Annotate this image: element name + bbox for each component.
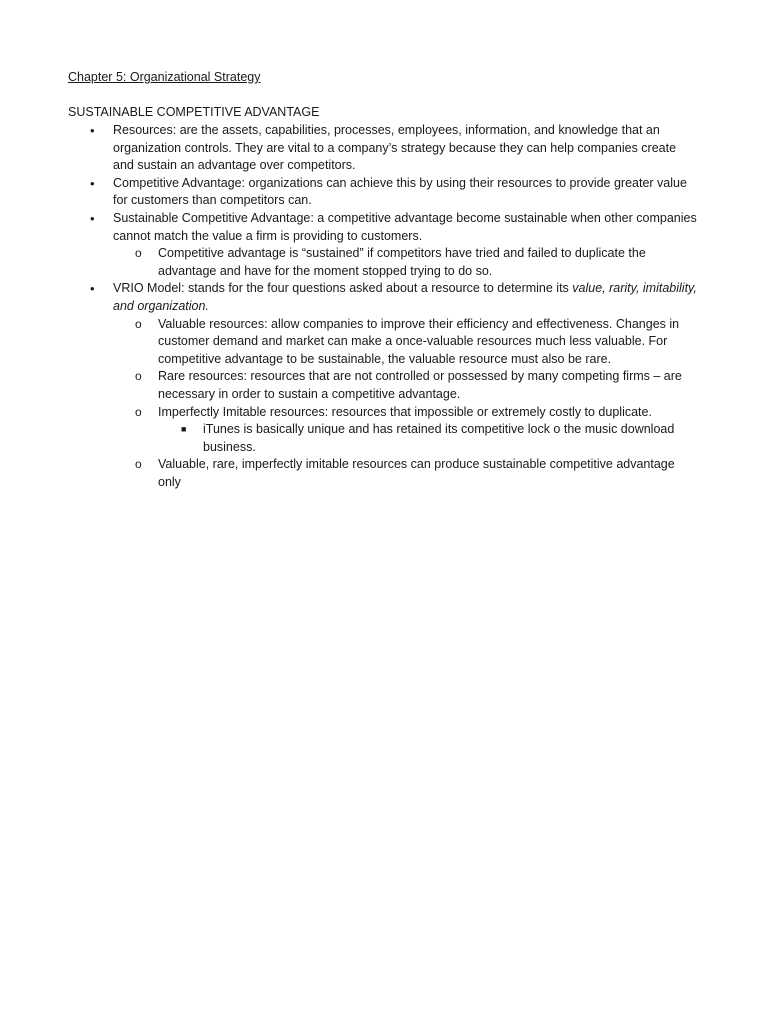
sub-list-item-text: Imperfectly Imitable resources: resources that impossible or extremely costly to duplicate. — [158, 404, 652, 419]
sub-list-item-text: Competitive advantage is “sustained” if competitors have tried and failed to duplicate the advantage and have for the moment stopped trying to do so. — [158, 246, 646, 278]
list-item-text: Resources: are the assets, capabilities, processes, employees, information, and knowledge that an organization controls. They are vital to a company’s strategy because they can help companies create and sustain an advantage over competitors. — [113, 123, 677, 173]
list-item — [68, 210, 698, 245]
circle-bullet-icon: o — [135, 316, 142, 331]
circle-bullet-icon: o — [135, 404, 142, 419]
sub-list-item-text: Valuable resources: allow companies to improve their efficiency and effectiveness. Changes in customer demand and market can make a once-valuable resources much less valuable. For competitive advantage to be sustainable, the valuable resource must also be rare. — [158, 316, 680, 366]
sub-list-item — [68, 404, 698, 422]
bullet-icon: • — [90, 123, 95, 138]
list-item — [68, 122, 698, 175]
sub-list-item — [68, 245, 698, 280]
bullet-list — [68, 122, 708, 491]
bullet-icon: • — [90, 281, 95, 297]
section-heading: SUSTAINABLE COMPETITIVE ADVANTAGE — [68, 105, 320, 119]
sub-list-item-text: Rare resources: resources that are not controlled or possessed by many competing firms – are necessary in order to sustain a competitive advantage. — [158, 369, 682, 401]
circle-bullet-icon: o — [135, 457, 142, 472]
document-title: Chapter 5: Organizational Strategy — [68, 70, 261, 84]
list-item-text: Sustainable Competitive Advantage: a competitive advantage become sustainable when other companies cannot match the value a firm is providing to customers. — [113, 210, 697, 243]
bullet-icon: • — [90, 175, 95, 191]
sub-list-item — [68, 316, 698, 369]
sub-sub-list-item — [68, 421, 698, 456]
sub-list-item-text: Valuable, rare, imperfectly imitable resources can produce sustainable competitive advantage only — [158, 457, 675, 489]
list-item-text: VRIO Model: stands for the four questions asked about a resource to determine its — [113, 281, 573, 296]
sub-sub-list-item-text: iTunes is basically unique and has retained its competitive lock o the music download business. — [203, 422, 675, 454]
sub-list-item — [68, 368, 698, 403]
list-item — [68, 175, 698, 210]
square-bullet-icon: ■ — [181, 424, 187, 435]
sub-list-item — [68, 456, 698, 491]
list-item-italic-text: value, rarity, imitability, and organization. — [113, 281, 697, 313]
list-item — [68, 280, 698, 315]
list-item-text: Competitive Advantage: organizations can achieve this by using their resources to provide greater value for customers than competitors can. — [113, 175, 687, 208]
circle-bullet-icon: o — [135, 369, 142, 384]
circle-bullet-icon: o — [135, 246, 142, 261]
bullet-icon: • — [90, 210, 95, 226]
